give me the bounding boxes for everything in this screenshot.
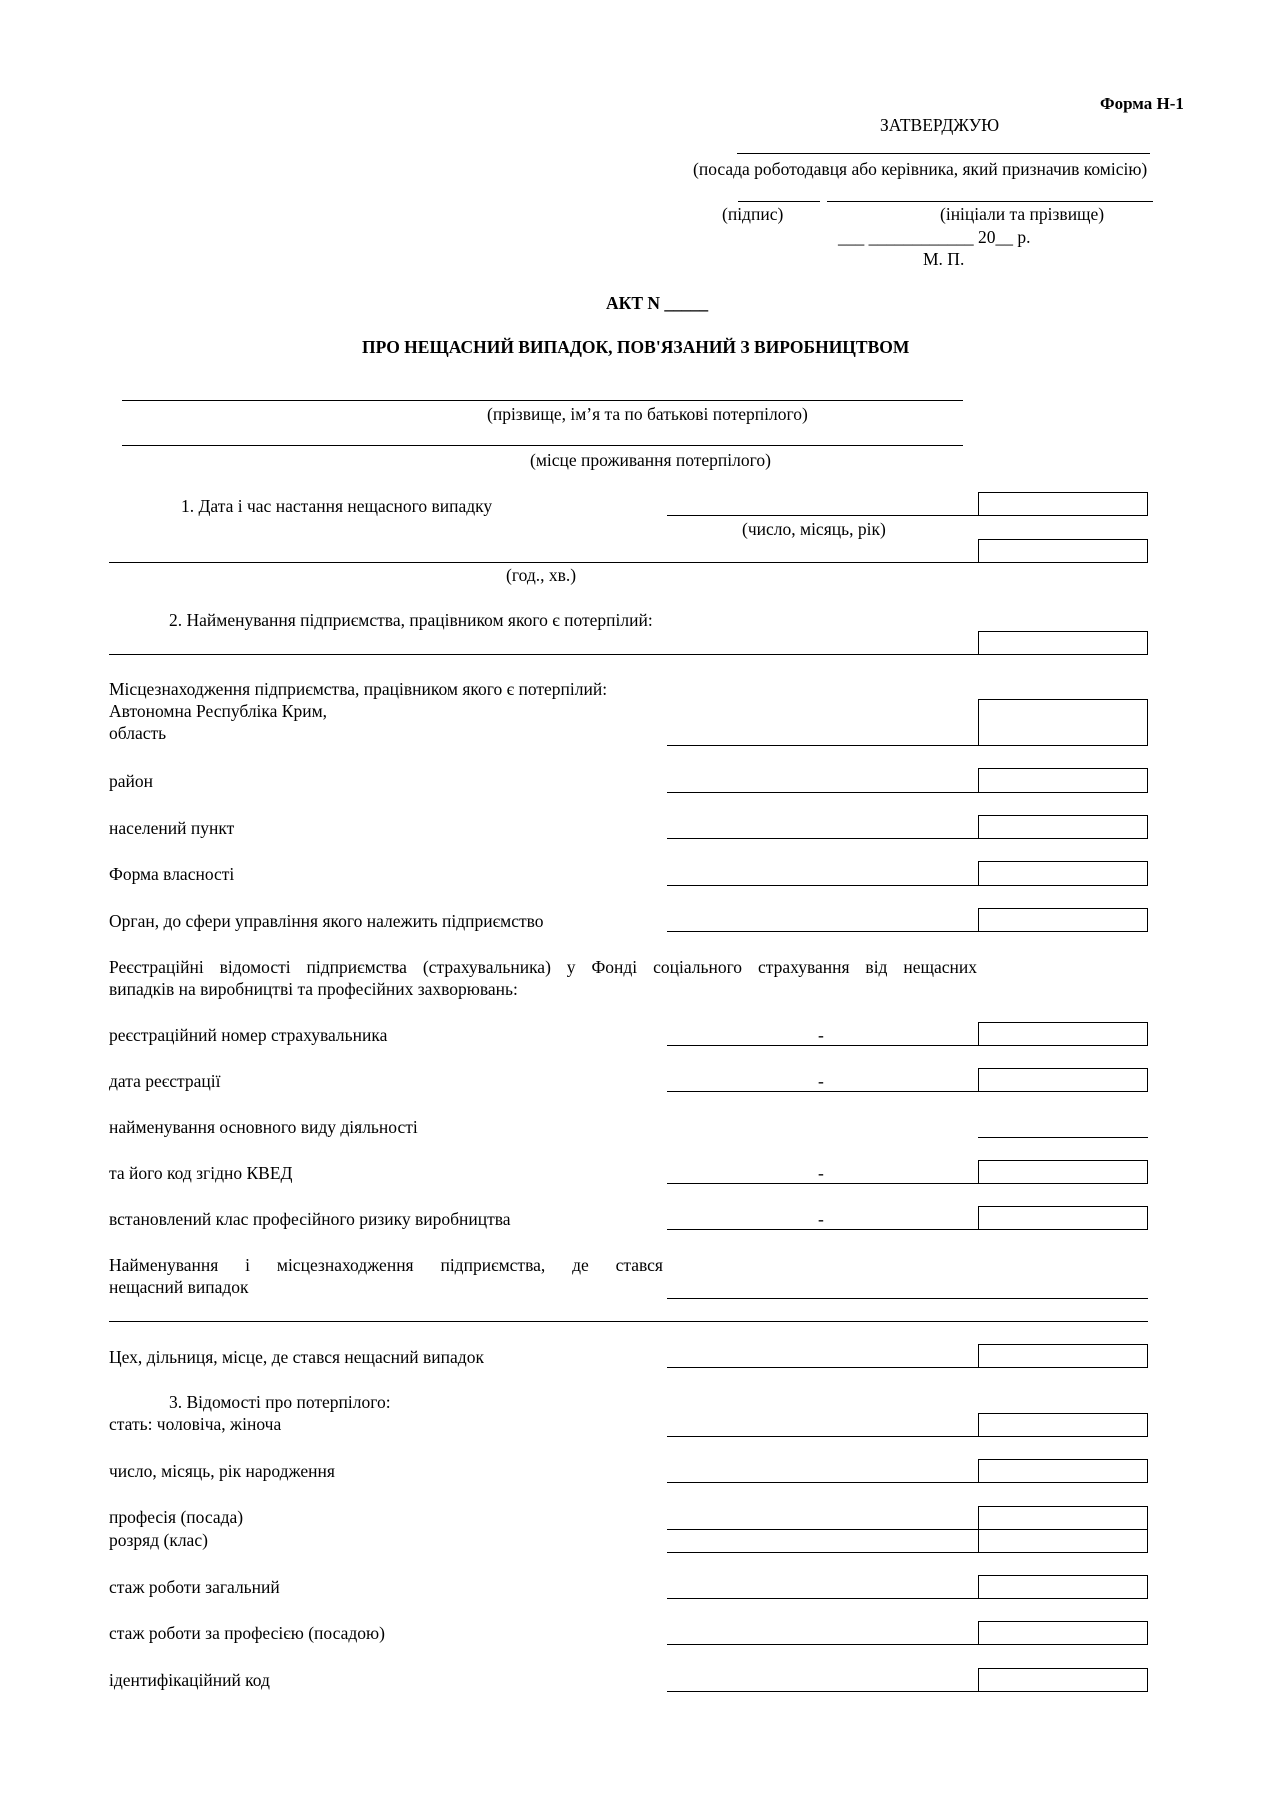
victim-name-line[interactable] bbox=[122, 400, 963, 401]
total-experience-label: стаж роботи загальний bbox=[109, 1577, 280, 1597]
profession-code-box[interactable] bbox=[978, 1506, 1148, 1530]
kved-code-box[interactable] bbox=[978, 1160, 1148, 1184]
approver-position-caption: (посада роботодавця або керівника, який призначив комісію) bbox=[693, 159, 1148, 179]
workshop-line[interactable] bbox=[667, 1367, 978, 1368]
insurer-number-label: реєстраційний номер страхувальника bbox=[109, 1025, 388, 1045]
insurer-number-code-box[interactable] bbox=[978, 1022, 1148, 1046]
profession-experience-label: стаж роботи за професією (посадою) bbox=[109, 1623, 385, 1643]
sex-label: стать: чоловіча, жіноча bbox=[109, 1414, 282, 1434]
accident-enterprise-line-1[interactable] bbox=[667, 1298, 1148, 1299]
registration-date-code-box[interactable] bbox=[978, 1068, 1148, 1092]
settlement-code-box[interactable] bbox=[978, 815, 1148, 839]
signature-line[interactable] bbox=[738, 201, 820, 202]
rank-line[interactable] bbox=[667, 1552, 978, 1553]
approver-name-caption: (ініціали та прізвище) bbox=[940, 204, 1105, 224]
victim-residence-caption: (місце проживання потерпілого) bbox=[530, 450, 771, 470]
section-2-label: 2. Найменування підприємства, працівником якого є потерпілий: bbox=[169, 610, 653, 630]
accident-time-line[interactable] bbox=[109, 562, 978, 563]
registration-date-label: дата реєстрації bbox=[109, 1071, 221, 1091]
approve-title: ЗАТВЕРДЖУЮ bbox=[880, 115, 1000, 135]
accident-enterprise-label-line-2: нещасний випадок bbox=[109, 1277, 249, 1297]
ownership-code-box[interactable] bbox=[978, 861, 1148, 886]
workshop-code-box[interactable] bbox=[978, 1344, 1148, 1368]
workshop-label: Цех, дільниця, місце, де стався нещасний випадок bbox=[109, 1347, 484, 1367]
id-code-label: ідентифікаційний код bbox=[109, 1670, 270, 1690]
oblast-label: область bbox=[109, 723, 167, 743]
form-label: Форма Н-1 bbox=[1100, 94, 1184, 113]
enterprise-name-line[interactable] bbox=[109, 654, 978, 655]
act-subject-title: ПРО НЕЩАСНИЙ ВИПАДОК, ПОВ'ЯЗАНИЙ З ВИРОБНИЦТВОМ bbox=[362, 337, 910, 357]
birth-date-line[interactable] bbox=[667, 1482, 978, 1483]
governing-body-line[interactable] bbox=[667, 931, 978, 932]
kved-code-dash: - bbox=[818, 1163, 824, 1183]
id-code-box[interactable] bbox=[978, 1668, 1148, 1692]
accident-time-code-box[interactable] bbox=[978, 539, 1148, 563]
act-number: АКТ N _____ bbox=[606, 293, 709, 313]
victim-residence-line[interactable] bbox=[122, 445, 963, 446]
profession-line[interactable] bbox=[667, 1529, 978, 1530]
district-code-box[interactable] bbox=[978, 768, 1148, 793]
accident-enterprise-label-line-1: Найменування і місцезнаходження підприємства, де стався bbox=[109, 1255, 663, 1275]
main-activity-label: найменування основного виду діяльності bbox=[109, 1117, 418, 1137]
governing-body-code-box[interactable] bbox=[978, 908, 1148, 932]
settlement-label: населений пункт bbox=[109, 818, 235, 838]
section-3-label: 3. Відомості про потерпілого: bbox=[169, 1392, 391, 1412]
enterprise-location-label: Місцезнаходження підприємства, працівником якого є потерпілий: bbox=[109, 679, 608, 699]
accident-enterprise-line-2[interactable] bbox=[109, 1321, 1148, 1322]
risk-class-code-box[interactable] bbox=[978, 1206, 1148, 1230]
accident-date-code-box[interactable] bbox=[978, 492, 1148, 516]
birth-date-code-box[interactable] bbox=[978, 1459, 1148, 1483]
kved-code-label: та його код згідно КВЕД bbox=[109, 1163, 293, 1183]
district-label: район bbox=[109, 771, 153, 791]
rank-code-box[interactable] bbox=[978, 1529, 1148, 1553]
accident-time-caption: (год., хв.) bbox=[506, 565, 577, 585]
insurer-number-dash: - bbox=[818, 1025, 824, 1045]
risk-class-label: встановлений клас професійного ризику виробництва bbox=[109, 1209, 511, 1229]
birth-date-label: число, місяць, рік народження bbox=[109, 1461, 335, 1481]
district-line[interactable] bbox=[667, 792, 978, 793]
profession-label: професія (посада) bbox=[109, 1507, 244, 1527]
crimea-label: Автономна Республіка Крим, bbox=[109, 701, 328, 721]
total-experience-code-box[interactable] bbox=[978, 1575, 1148, 1599]
accident-date-caption: (число, місяць, рік) bbox=[742, 519, 886, 539]
accident-date-line[interactable] bbox=[667, 515, 978, 516]
oblast-line[interactable] bbox=[667, 745, 978, 746]
signature-caption: (підпис) bbox=[722, 204, 784, 224]
total-experience-line[interactable] bbox=[667, 1598, 978, 1599]
approval-date-field[interactable]: ___ ____________ 20__ р. bbox=[838, 227, 1031, 247]
section-1-label: 1. Дата і час настання нещасного випадку bbox=[181, 496, 493, 516]
approver-name-line[interactable] bbox=[827, 201, 1153, 202]
registration-date-dash: - bbox=[818, 1071, 824, 1091]
id-code-line[interactable] bbox=[667, 1691, 978, 1692]
victim-name-caption: (прізвище, ім’я та по батькові потерпілого) bbox=[487, 404, 808, 424]
stamp-label: М. П. bbox=[923, 249, 965, 269]
sex-line[interactable] bbox=[667, 1436, 978, 1437]
profession-experience-code-box[interactable] bbox=[978, 1621, 1148, 1645]
governing-body-label: Орган, до сфери управління якого належить підприємство bbox=[109, 911, 544, 931]
enterprise-code-box[interactable] bbox=[978, 631, 1148, 655]
oblast-code-box[interactable] bbox=[978, 699, 1148, 746]
approver-position-line[interactable] bbox=[737, 153, 1150, 154]
registration-info-line-2: випадків на виробництві та професійних захворювань: bbox=[109, 979, 518, 999]
rank-label: розряд (клас) bbox=[109, 1530, 208, 1550]
registration-info-line-1: Реєстраційні відомості підприємства (страхувальника) у Фонді соціального страхування від нещасних bbox=[109, 957, 977, 977]
ownership-line[interactable] bbox=[667, 885, 978, 886]
main-activity-line[interactable] bbox=[978, 1137, 1148, 1138]
settlement-line[interactable] bbox=[667, 838, 978, 839]
risk-class-dash: - bbox=[818, 1209, 824, 1229]
sex-code-box[interactable] bbox=[978, 1413, 1148, 1437]
ownership-label: Форма власності bbox=[109, 864, 235, 884]
profession-experience-line[interactable] bbox=[667, 1644, 978, 1645]
